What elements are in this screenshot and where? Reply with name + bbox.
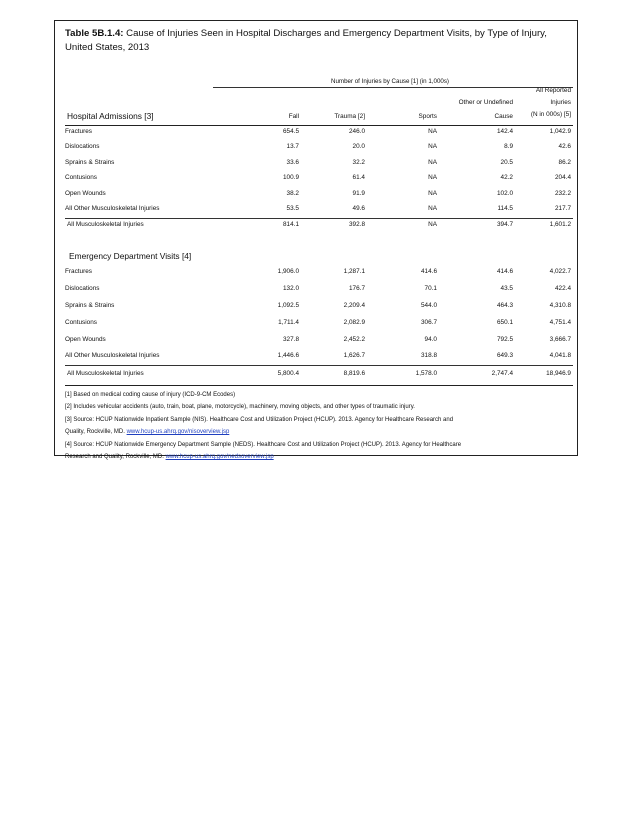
cell-all: 4,022.7 bbox=[549, 268, 571, 275]
cell-trauma: 20.0 bbox=[352, 143, 365, 150]
cell-other: 42.2 bbox=[500, 174, 513, 181]
table-row bbox=[65, 190, 571, 202]
cell-sports: NA bbox=[428, 174, 437, 181]
cell-all: 42.6 bbox=[558, 143, 571, 150]
row-label: All Musculoskeletal Injuries bbox=[67, 370, 144, 377]
notes-rule bbox=[65, 385, 573, 386]
cell-sports: NA bbox=[428, 205, 437, 212]
col-header-trauma: Trauma [2] bbox=[334, 113, 365, 120]
cell-fall: 1,092.5 bbox=[277, 302, 299, 309]
cell-other: 2,747.4 bbox=[491, 370, 513, 377]
row-label: Sprains & Strains bbox=[65, 302, 115, 309]
row-label: Contusions bbox=[65, 174, 97, 181]
row-label: Fractures bbox=[65, 268, 92, 275]
cell-fall: 13.7 bbox=[286, 143, 299, 150]
section-heading-hospital: Hospital Admissions [3] bbox=[67, 111, 154, 121]
cell-other: 414.6 bbox=[497, 268, 513, 275]
cell-trauma: 49.6 bbox=[352, 205, 365, 212]
row-label: Fractures bbox=[65, 128, 92, 135]
table-row-total bbox=[65, 370, 571, 382]
cell-all: 18,946.9 bbox=[546, 370, 571, 377]
row-label: Dislocations bbox=[65, 143, 100, 150]
section-heading-emergency: Emergency Department Visits [4] bbox=[69, 251, 192, 261]
cell-fall: 1,906.0 bbox=[277, 268, 299, 275]
table-title-text: Cause of Injuries Seen in Hospital Discharges and Emergency Department Visits, by Type of Injury, United States, 2013 bbox=[65, 28, 547, 53]
cell-other: 792.5 bbox=[497, 336, 513, 343]
nis-overview-link[interactable]: www.hcup-us.ahrq.gov/nisoverview.jsp bbox=[126, 429, 230, 436]
total-rule bbox=[65, 365, 573, 366]
table-title bbox=[65, 27, 565, 55]
table-row bbox=[65, 302, 571, 314]
cell-fall: 100.9 bbox=[283, 174, 299, 181]
cell-all: 4,751.4 bbox=[549, 319, 571, 326]
cell-fall: 327.8 bbox=[283, 336, 299, 343]
cell-sports: 414.6 bbox=[421, 268, 437, 275]
footnote-2: [2] Includes vehicular accidents (auto, train, boat, plane, motorcycle), machinery, moving objects, and other types of traumatic injury. bbox=[65, 404, 415, 411]
footnote-4-line2 bbox=[65, 451, 570, 463]
footnote-3-line1: [3] Source: HCUP Nationwide Inpatient Sample (NIS). Healthcare Cost and Utilization Project (HCUP). 2013. Agency for Healthcare Research and bbox=[65, 416, 454, 423]
table-number: Table 5B.1.4: bbox=[65, 28, 124, 39]
cell-fall: 1,711.4 bbox=[278, 319, 299, 326]
row-label: All Other Musculoskeletal Injuries bbox=[65, 352, 160, 359]
footnote-1: [1] Based on medical coding cause of injury (ICD-9-CM Ecodes) bbox=[65, 392, 236, 398]
cell-fall: 654.5 bbox=[283, 128, 299, 135]
table-row bbox=[65, 336, 571, 348]
cell-all: 204.4 bbox=[555, 174, 571, 181]
cell-sports: NA bbox=[428, 190, 437, 197]
cell-fall: 38.2 bbox=[286, 190, 299, 197]
footnote-4-text: Research and Quality, Rockville, MD. bbox=[65, 454, 166, 461]
col-header-other-line1: Other or Undefined bbox=[458, 99, 513, 106]
row-label: Open Wounds bbox=[65, 190, 106, 197]
cell-all: 86.2 bbox=[558, 159, 571, 166]
table-row bbox=[65, 159, 571, 171]
cell-other: 650.1 bbox=[497, 319, 513, 326]
cell-fall: 814.1 bbox=[283, 221, 299, 228]
footnote-4-line1: [4] Source: HCUP Nationwide Emergency Department Sample (NEDS). Healthcare Cost and Utilization Project (HCUP). 2013. Agency for Healthcare bbox=[65, 441, 462, 448]
cell-sports: 70.1 bbox=[424, 285, 437, 292]
cell-trauma: 2,452.2 bbox=[343, 336, 365, 343]
cell-fall: 5,800.4 bbox=[277, 370, 299, 377]
table-row bbox=[65, 128, 571, 140]
row-label: Open Wounds bbox=[65, 336, 106, 343]
cell-other: 20.5 bbox=[500, 159, 513, 166]
group-header: Number of Injuries by Cause [1] (in 1,000s) bbox=[331, 78, 449, 85]
cell-fall: 1,446.6 bbox=[277, 352, 299, 359]
col-header-sports: Sports bbox=[418, 113, 437, 120]
col-header-all-line1: All Reported bbox=[535, 87, 571, 94]
table-row bbox=[65, 143, 571, 155]
cell-all: 232.2 bbox=[555, 190, 571, 197]
table-row bbox=[65, 268, 571, 280]
table-row bbox=[65, 352, 571, 364]
table-frame bbox=[54, 20, 578, 461]
cell-all: 4,310.8 bbox=[549, 302, 571, 309]
cell-other: 114.5 bbox=[497, 205, 513, 212]
col-header-all bbox=[495, 85, 571, 121]
col-header-fall: Fall bbox=[288, 113, 299, 120]
row-label: Contusions bbox=[65, 319, 97, 326]
cell-all: 422.4 bbox=[555, 285, 571, 292]
table-row bbox=[65, 205, 571, 217]
cell-other: 649.3 bbox=[497, 352, 513, 359]
cell-fall: 132.0 bbox=[283, 285, 299, 292]
cell-trauma: 246.0 bbox=[349, 128, 365, 135]
cell-trauma: 8,819.6 bbox=[343, 370, 365, 377]
cell-other: 464.3 bbox=[497, 302, 513, 309]
cell-sports: 94.0 bbox=[424, 336, 437, 343]
cell-sports: NA bbox=[428, 221, 437, 228]
cell-all: 3,666.7 bbox=[549, 336, 571, 343]
cell-all: 217.7 bbox=[555, 205, 571, 212]
header-rule bbox=[65, 125, 573, 126]
cell-fall: 33.6 bbox=[286, 159, 299, 166]
cell-sports: 318.8 bbox=[421, 352, 437, 359]
cell-trauma: 1,287.1 bbox=[343, 268, 365, 275]
cell-other: 394.7 bbox=[497, 221, 513, 228]
col-header-all-line2: Injuries bbox=[550, 99, 571, 106]
row-label: All Other Musculoskeletal Injuries bbox=[65, 205, 160, 212]
footnotes bbox=[65, 389, 570, 463]
cell-trauma: 91.9 bbox=[352, 190, 365, 197]
cell-sports: 1,578.0 bbox=[415, 370, 437, 377]
cell-trauma: 392.8 bbox=[349, 221, 365, 228]
table-row bbox=[65, 174, 571, 186]
cell-trauma: 2,209.4 bbox=[343, 302, 365, 309]
table-row-total bbox=[65, 221, 571, 233]
footnote-3-line2 bbox=[65, 426, 570, 438]
table-row bbox=[65, 319, 571, 331]
row-label: Sprains & Strains bbox=[65, 159, 115, 166]
total-rule bbox=[65, 218, 573, 219]
cell-all: 1,042.9 bbox=[549, 128, 571, 135]
cell-trauma: 1,626.7 bbox=[343, 352, 365, 359]
cell-other: 43.5 bbox=[500, 285, 513, 292]
cell-trauma: 2,082.9 bbox=[343, 319, 365, 326]
cell-trauma: 176.7 bbox=[349, 285, 365, 292]
cell-fall: 53.5 bbox=[286, 205, 299, 212]
cell-trauma: 32.2 bbox=[352, 159, 365, 166]
row-label: All Musculoskeletal Injuries bbox=[67, 221, 144, 228]
neds-overview-link[interactable]: www.hcup-us.ahrq.gov/nedsoverview.jsp bbox=[165, 454, 274, 461]
cell-all: 1,601.2 bbox=[549, 221, 571, 228]
cell-sports: NA bbox=[428, 128, 437, 135]
cell-sports: 306.7 bbox=[421, 319, 437, 326]
footnote-3-text: Quality, Rockville, MD. bbox=[65, 429, 127, 436]
table-row bbox=[65, 285, 571, 297]
cell-sports: NA bbox=[428, 143, 437, 150]
cell-other: 8.9 bbox=[504, 143, 513, 150]
cell-other: 102.0 bbox=[497, 190, 513, 197]
cell-sports: 544.0 bbox=[421, 302, 437, 309]
row-label: Dislocations bbox=[65, 285, 100, 292]
col-header-other-line2: Cause bbox=[494, 113, 513, 120]
col-header-all-line3: (N in 000s) [5] bbox=[530, 111, 571, 118]
cell-all: 4,041.8 bbox=[549, 352, 571, 359]
cell-other: 142.4 bbox=[497, 128, 513, 135]
cell-trauma: 61.4 bbox=[352, 174, 365, 181]
cell-sports: NA bbox=[428, 159, 437, 166]
